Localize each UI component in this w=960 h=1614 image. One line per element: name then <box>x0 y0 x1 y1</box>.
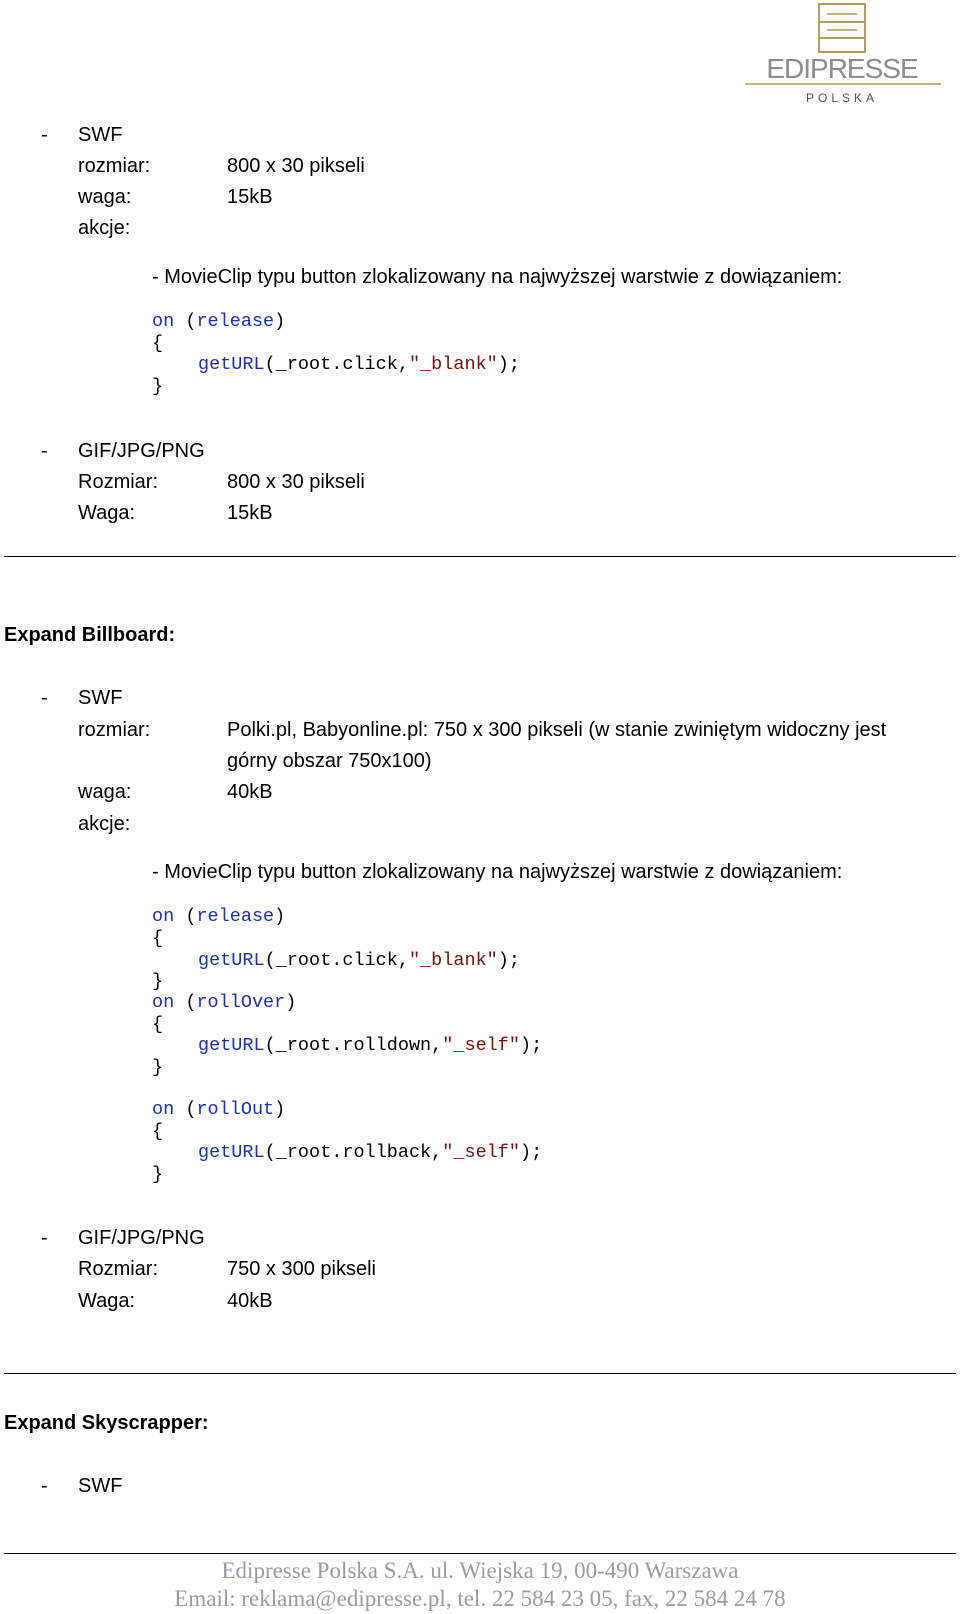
size-label: Rozmiar: <box>78 471 159 493</box>
footer-divider <box>4 1553 956 1554</box>
movieclip-note: - MovieClip typu button zlokalizowany na najwyższej warstwie z dowiązaniem: <box>152 861 843 883</box>
footer-address: Edipresse Polska S.A. ul. Wiejska 19, 00-490 Warszawa <box>221 1558 739 1583</box>
code-line: on (rollOut) <box>152 1099 286 1120</box>
divider <box>4 1373 956 1374</box>
swf-title: SWF <box>78 124 123 146</box>
size-value: 800 x 30 pikseli <box>227 471 365 493</box>
code-line: { <box>152 333 164 354</box>
weight-value: 15kB <box>227 186 273 208</box>
gif-title: GIF/JPG/PNG <box>78 1227 205 1249</box>
code-line: on (rollOver) <box>152 992 297 1013</box>
size-label: Rozmiar: <box>78 1258 159 1280</box>
code-line: { <box>152 1121 164 1142</box>
weight-value: 40kB <box>227 1290 273 1312</box>
code-line: getURL(_root.click,"_blank"); <box>198 950 520 971</box>
list-dash: - <box>41 687 48 709</box>
size-value: 800 x 30 pikseli <box>227 155 365 177</box>
weight-value: 40kB <box>227 781 273 803</box>
code-line: getURL(_root.rolldown,"_self"); <box>198 1035 543 1056</box>
code-line: { <box>152 1014 164 1035</box>
edipresse-logo <box>745 2 945 106</box>
section-heading: Expand Skyscrapper: <box>4 1412 209 1434</box>
code-line: } <box>152 971 164 992</box>
movieclip-note: - MovieClip typu button zlokalizowany na najwyższej warstwie z dowiązaniem: <box>152 266 843 288</box>
logo-brand-text: EDIPRESSE <box>766 53 918 84</box>
gif-title: GIF/JPG/PNG <box>78 440 205 462</box>
code-line: getURL(_root.click,"_blank"); <box>198 354 520 375</box>
list-dash: - <box>41 440 48 462</box>
swf-title: SWF <box>78 687 123 709</box>
section-heading: Expand Billboard: <box>4 624 176 646</box>
size-value: Polki.pl, Babyonline.pl: 750 x 300 pikseli (w stanie zwiniętym widoczny jest <box>227 719 887 741</box>
size-value: 750 x 300 pikseli <box>227 1258 376 1280</box>
weight-label: Waga: <box>78 1290 136 1312</box>
code-line: on (release) <box>152 906 286 927</box>
size-value-cont: górny obszar 750x100) <box>227 750 432 772</box>
divider <box>4 556 956 557</box>
list-dash: - <box>41 124 48 146</box>
actions-label: akcje: <box>78 217 131 239</box>
weight-value: 15kB <box>227 502 273 524</box>
code-line: } <box>152 1164 164 1185</box>
code-line: } <box>152 376 164 397</box>
code-line: on (release) <box>152 311 286 332</box>
weight-label: waga: <box>78 781 132 803</box>
code-line: } <box>152 1057 164 1078</box>
swf-title: SWF <box>78 1475 123 1497</box>
actions-label: akcje: <box>78 813 131 835</box>
logo-sub-text: POLSKA <box>805 91 879 105</box>
code-line: getURL(_root.rollback,"_self"); <box>198 1142 543 1163</box>
weight-label: waga: <box>78 186 132 208</box>
size-label: rozmiar: <box>78 719 151 741</box>
size-label: rozmiar: <box>78 155 151 177</box>
weight-label: Waga: <box>78 502 136 524</box>
list-dash: - <box>41 1227 48 1249</box>
list-dash: - <box>41 1475 48 1497</box>
footer-contact: Email: reklama@edipresse.pl, tel. 22 584 23 05, fax, 22 584 24 78 <box>174 1586 786 1611</box>
code-line: { <box>152 928 164 949</box>
logo-mark-icon <box>745 2 945 106</box>
